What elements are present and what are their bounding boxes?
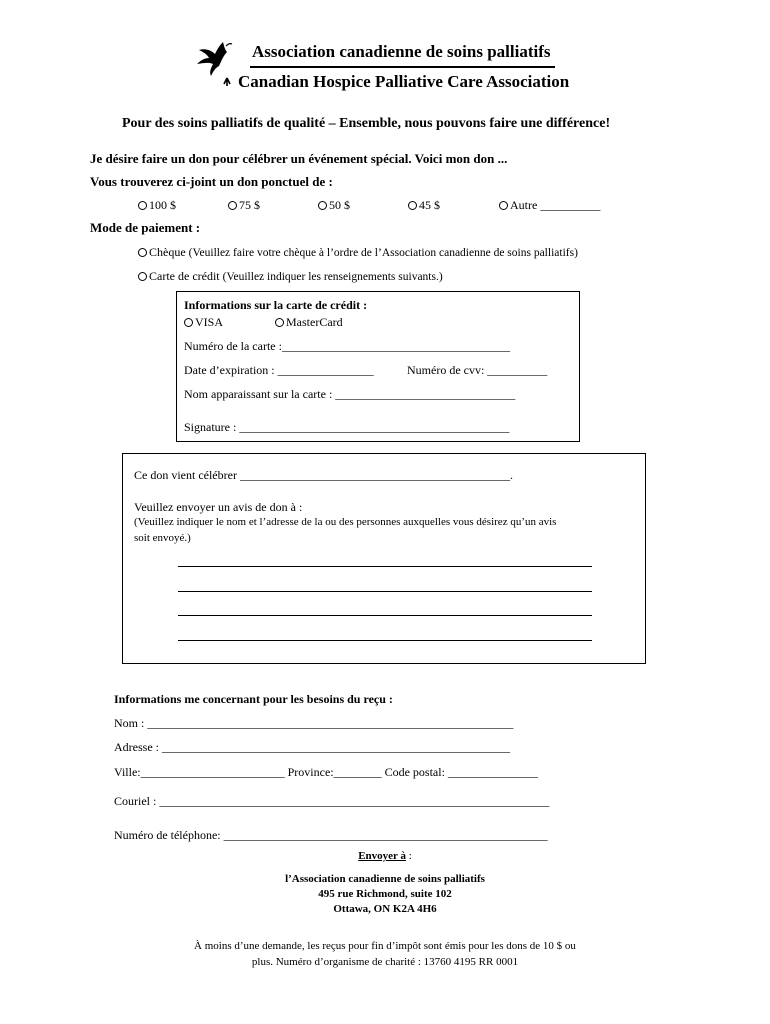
notify-note-line2: soit envoyé.) [134, 532, 191, 544]
radio-icon [138, 201, 147, 210]
receipt-title: Informations me concernant pour les besoins du reçu : [114, 692, 393, 706]
payment-label: Mode de paiement : [90, 220, 201, 235]
donation-option-other[interactable]: Autre __________ [499, 198, 600, 213]
mastercard-option[interactable]: MasterCard [275, 315, 343, 330]
radio-icon [499, 201, 508, 210]
send-address-line3: Ottawa, ON K2A 4H6 [333, 903, 437, 915]
donation-label: Vous trouverez ci-joint un don ponctuel de : [90, 174, 333, 189]
visa-option[interactable]: VISA [184, 315, 223, 330]
notify-line-2[interactable] [178, 591, 592, 592]
receipt-city-field[interactable]: Ville:________________________ Province:________ Code postal: _______________ [114, 765, 538, 779]
radio-icon [184, 318, 193, 327]
send-to-label: Envoyer à : [358, 850, 412, 862]
notify-label: Veuillez envoyer un avis de don à : [134, 500, 303, 514]
notify-line-4[interactable] [178, 640, 592, 641]
receipt-address-field[interactable]: Adresse : __________________________________________________________ [114, 740, 510, 754]
cvv-field[interactable]: Numéro de cvv: __________ [407, 363, 548, 377]
signature-field[interactable]: Signature : _____________________________________________ [184, 420, 510, 434]
notify-note-line1: (Veuillez indiquer le nom et l’adresse de la ou des personnes auxquelles vous désirez qu’un avis [134, 516, 557, 528]
radio-icon [228, 201, 237, 210]
receipt-name-field[interactable]: Nom : _____________________________________________________________ [114, 716, 514, 730]
payment-card-option[interactable]: Carte de crédit (Veuillez indiquer les renseignements suivants.) [138, 269, 443, 284]
radio-icon [318, 201, 327, 210]
logo-divider [250, 66, 555, 68]
occasion-box [122, 453, 646, 664]
cheque-note: (Veuillez faire votre chèque à l’ordre de l’Association canadienne de soins palliatifs) [188, 247, 578, 259]
celebrate-field[interactable]: Ce don vient célébrer _____________________________________________. [134, 468, 513, 482]
card-number-field[interactable]: Numéro de la carte :______________________________________ [184, 339, 510, 353]
send-address-line2: 495 rue Richmond, suite 102 [318, 888, 452, 900]
receipt-phone-field[interactable]: Numéro de téléphone: ______________________________________________________ [114, 828, 548, 842]
donation-option-45[interactable]: 45 $ [408, 198, 440, 213]
radio-icon [275, 318, 284, 327]
org-name-fr: Association canadienne de soins palliatifs [252, 42, 551, 61]
donation-option-75[interactable]: 75 $ [228, 198, 260, 213]
radio-icon [138, 272, 147, 281]
tagline: Pour des soins palliatifs de qualité – Ensemble, nous pouvons faire une différence! [122, 116, 611, 131]
send-address-line1: l’Association canadienne de soins palliatifs [285, 873, 485, 885]
footer-line1: À moins d’une demande, les reçus pour fin d’impôt sont émis pour les dons de 10 $ ou [194, 940, 576, 952]
dove-icon [193, 38, 235, 88]
donation-option-50[interactable]: 50 $ [318, 198, 350, 213]
payment-cheque-option[interactable]: Chèque (Veuillez faire votre chèque à l’ordre de l’Association canadienne de soins palliatifs) [138, 245, 578, 260]
notify-line-3[interactable] [178, 615, 592, 616]
expiry-field[interactable]: Date d’expiration : ________________ [184, 363, 374, 377]
cardholder-name-field[interactable]: Nom apparaissant sur la carte : ______________________________ [184, 387, 516, 401]
notify-line-1[interactable] [178, 566, 592, 567]
footer-line2: plus. Numéro d’organisme de charité : 13760 4195 RR 0001 [251, 956, 519, 968]
intro-text: Je désire faire un don pour célébrer un événement spécial. Voici mon don ... [90, 151, 508, 166]
radio-icon [138, 248, 147, 257]
donation-option-100[interactable]: 100 $ [138, 198, 176, 213]
org-name-en: Canadian Hospice Palliative Care Association [238, 72, 570, 91]
receipt-email-field[interactable]: Couriel : _________________________________________________________________ [114, 794, 550, 808]
card-box-title: Informations sur la carte de crédit : [184, 298, 368, 312]
radio-icon [408, 201, 417, 210]
card-note: (Veuillez indiquer les renseignements suivants.) [222, 271, 443, 283]
